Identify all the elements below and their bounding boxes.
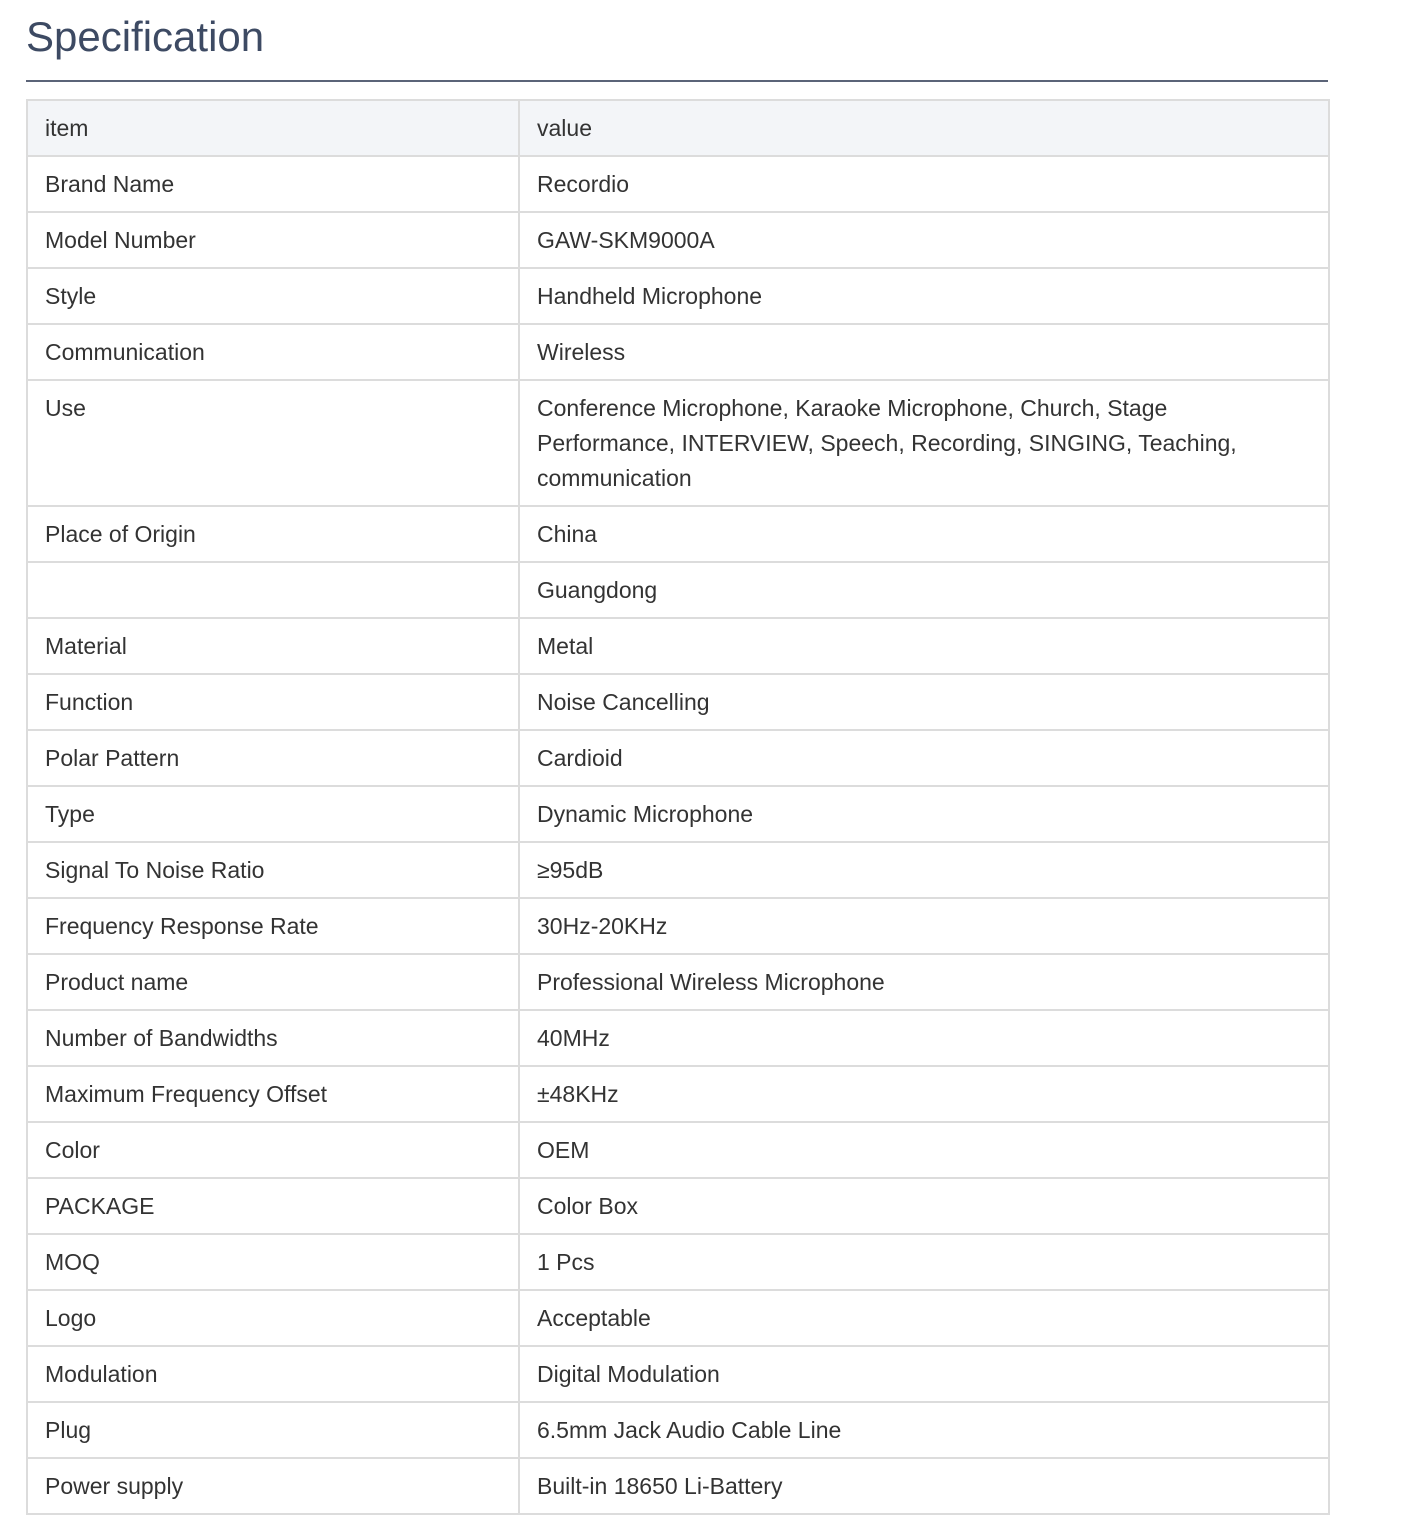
item-cell [27, 562, 519, 618]
table-row [27, 674, 1329, 730]
header-cell-value: value [519, 100, 1329, 156]
value-cell: GAW-SKM9000A [519, 212, 1329, 268]
item-cell: Use [27, 380, 519, 506]
item-cell: Product name [27, 954, 519, 1010]
item-cell: Type [27, 786, 519, 842]
value-cell: Color Box [519, 1178, 1329, 1234]
table-row [27, 268, 1329, 324]
value-cell: Conference Microphone, Karaoke Microphone, Church, Stage Performance, INTERVIEW, Speech, Recording, SINGING, Teaching, communication [519, 380, 1329, 506]
value-cell: China [519, 506, 1329, 562]
table-row [27, 1122, 1329, 1178]
item-cell: PACKAGE [27, 1178, 519, 1234]
value-cell: Built-in 18650 Li-Battery [519, 1458, 1329, 1514]
value-cell: 40MHz [519, 1010, 1329, 1066]
table-row [27, 324, 1329, 380]
value-cell: Recordio [519, 156, 1329, 212]
page-title: Specification [26, 13, 265, 60]
table-row [27, 506, 1329, 562]
item-cell: Frequency Response Rate [27, 898, 519, 954]
table-row [27, 618, 1329, 674]
item-cell: Style [27, 268, 519, 324]
value-cell: Wireless [519, 324, 1329, 380]
item-cell: Number of Bandwidths [27, 1010, 519, 1066]
table-row [27, 1178, 1329, 1234]
item-cell: Communication [27, 324, 519, 380]
table-row [27, 1346, 1329, 1402]
table-row [27, 842, 1329, 898]
value-cell: 1 Pcs [519, 1234, 1329, 1290]
value-cell: OEM [519, 1122, 1329, 1178]
item-cell: Maximum Frequency Offset [27, 1066, 519, 1122]
table-row [27, 1290, 1329, 1346]
value-cell: 30Hz-20KHz [519, 898, 1329, 954]
table-row [27, 1234, 1329, 1290]
value-cell: 6.5mm Jack Audio Cable Line [519, 1402, 1329, 1458]
title-divider [26, 80, 1328, 82]
item-cell: Model Number [27, 212, 519, 268]
table-row [27, 380, 1329, 506]
item-cell: Modulation [27, 1346, 519, 1402]
table-header-row [27, 100, 1329, 156]
table-row [27, 562, 1329, 618]
item-cell: Brand Name [27, 156, 519, 212]
value-cell: Metal [519, 618, 1329, 674]
table-row [27, 786, 1329, 842]
value-cell: Cardioid [519, 730, 1329, 786]
item-cell: Logo [27, 1290, 519, 1346]
header-cell-item: item [27, 100, 519, 156]
table-row [27, 212, 1329, 268]
item-cell: Color [27, 1122, 519, 1178]
table-row [27, 954, 1329, 1010]
item-cell: Polar Pattern [27, 730, 519, 786]
table-row [27, 898, 1329, 954]
value-cell: Acceptable [519, 1290, 1329, 1346]
item-cell: Place of Origin [27, 506, 519, 562]
table-row [27, 1066, 1329, 1122]
table-row [27, 1402, 1329, 1458]
value-cell: ±48KHz [519, 1066, 1329, 1122]
value-cell: ≥95dB [519, 842, 1329, 898]
value-cell: Handheld Microphone [519, 268, 1329, 324]
value-cell: Noise Cancelling [519, 674, 1329, 730]
item-cell: Signal To Noise Ratio [27, 842, 519, 898]
table-body [27, 100, 1329, 1514]
table-row [27, 156, 1329, 212]
item-cell: Function [27, 674, 519, 730]
value-cell: Guangdong [519, 562, 1329, 618]
item-cell: Power supply [27, 1458, 519, 1514]
item-cell: MOQ [27, 1234, 519, 1290]
table-row [27, 1010, 1329, 1066]
table-row [27, 730, 1329, 786]
specification-section [26, 0, 1328, 1515]
specification-table [26, 99, 1330, 1515]
value-cell: Dynamic Microphone [519, 786, 1329, 842]
table-row [27, 1458, 1329, 1514]
value-cell: Professional Wireless Microphone [519, 954, 1329, 1010]
item-cell: Material [27, 618, 519, 674]
item-cell: Plug [27, 1402, 519, 1458]
value-cell: Digital Modulation [519, 1346, 1329, 1402]
